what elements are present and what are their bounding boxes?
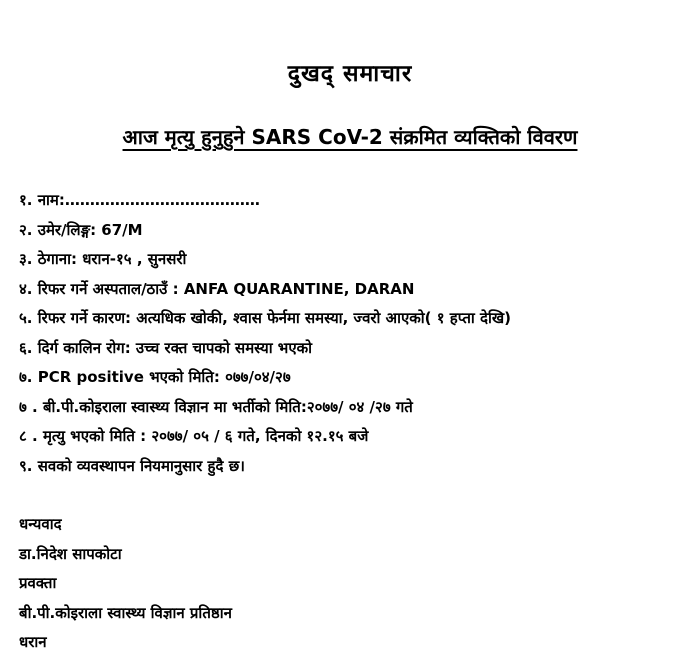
detail-body-management: ९. सवको व्यवस्थापन नियमानुसार हुदै छ। — [19, 456, 245, 475]
signature-thanks: धन्यवाद — [19, 515, 62, 533]
document-subtitle: आज मृत्यु हुनुहुने SARS CoV-2 संक्रमित व्यक्तिको विवरण — [122, 125, 578, 149]
detail-admission-date: ७ . बी.पी.कोइराला स्वास्थ्य विज्ञान मा भर्तीको मिति:२०७७/ ०४ /२७ गते — [19, 397, 413, 416]
detail-name: १. नाम:………………………………… — [19, 191, 260, 209]
document-title: दुखद् समाचार — [287, 61, 413, 87]
signature-block — [19, 510, 232, 658]
signature-name: डा.निदेश सापकोटा — [19, 544, 122, 563]
detail-death-date: ८ . मृत्यु भएको मिति : २०७७/ ०५ / ६ गते, दिनको १२.१५ बजे — [19, 427, 369, 445]
detail-pcr-positive-date: ७. PCR positive भएको मिति: ०७७/०४/२७ — [19, 368, 291, 386]
detail-address: ३. ठेगाना: धरान-१५ , सुनसरी — [19, 250, 187, 268]
signature-place: धरान — [19, 633, 47, 651]
detail-chronic-disease: ६. दिर्ग कालिन रोग: उच्च रक्त चापको समस्या भएको — [19, 338, 313, 357]
signature-role: प्रवक्ता — [19, 574, 57, 592]
detail-age-sex: २. उमेर/लिङ्ग: 67/M — [19, 220, 143, 239]
detail-referral-reason: ५. रिफर गर्ने कारण: अत्यधिक खोकी, श्वास फेर्नमा समस्या, ज्वरो आएको( १ हप्ता देखि) — [19, 309, 511, 327]
details-list — [19, 186, 511, 481]
signature-institution: बी.पी.कोइराला स्वास्थ्य विज्ञान प्रतिष्ठान — [19, 603, 232, 622]
detail-referring-hospital: ४. रिफर गर्ने अस्पताल/ठाउँ : ANFA QUARANTINE, DARAN — [19, 279, 415, 298]
